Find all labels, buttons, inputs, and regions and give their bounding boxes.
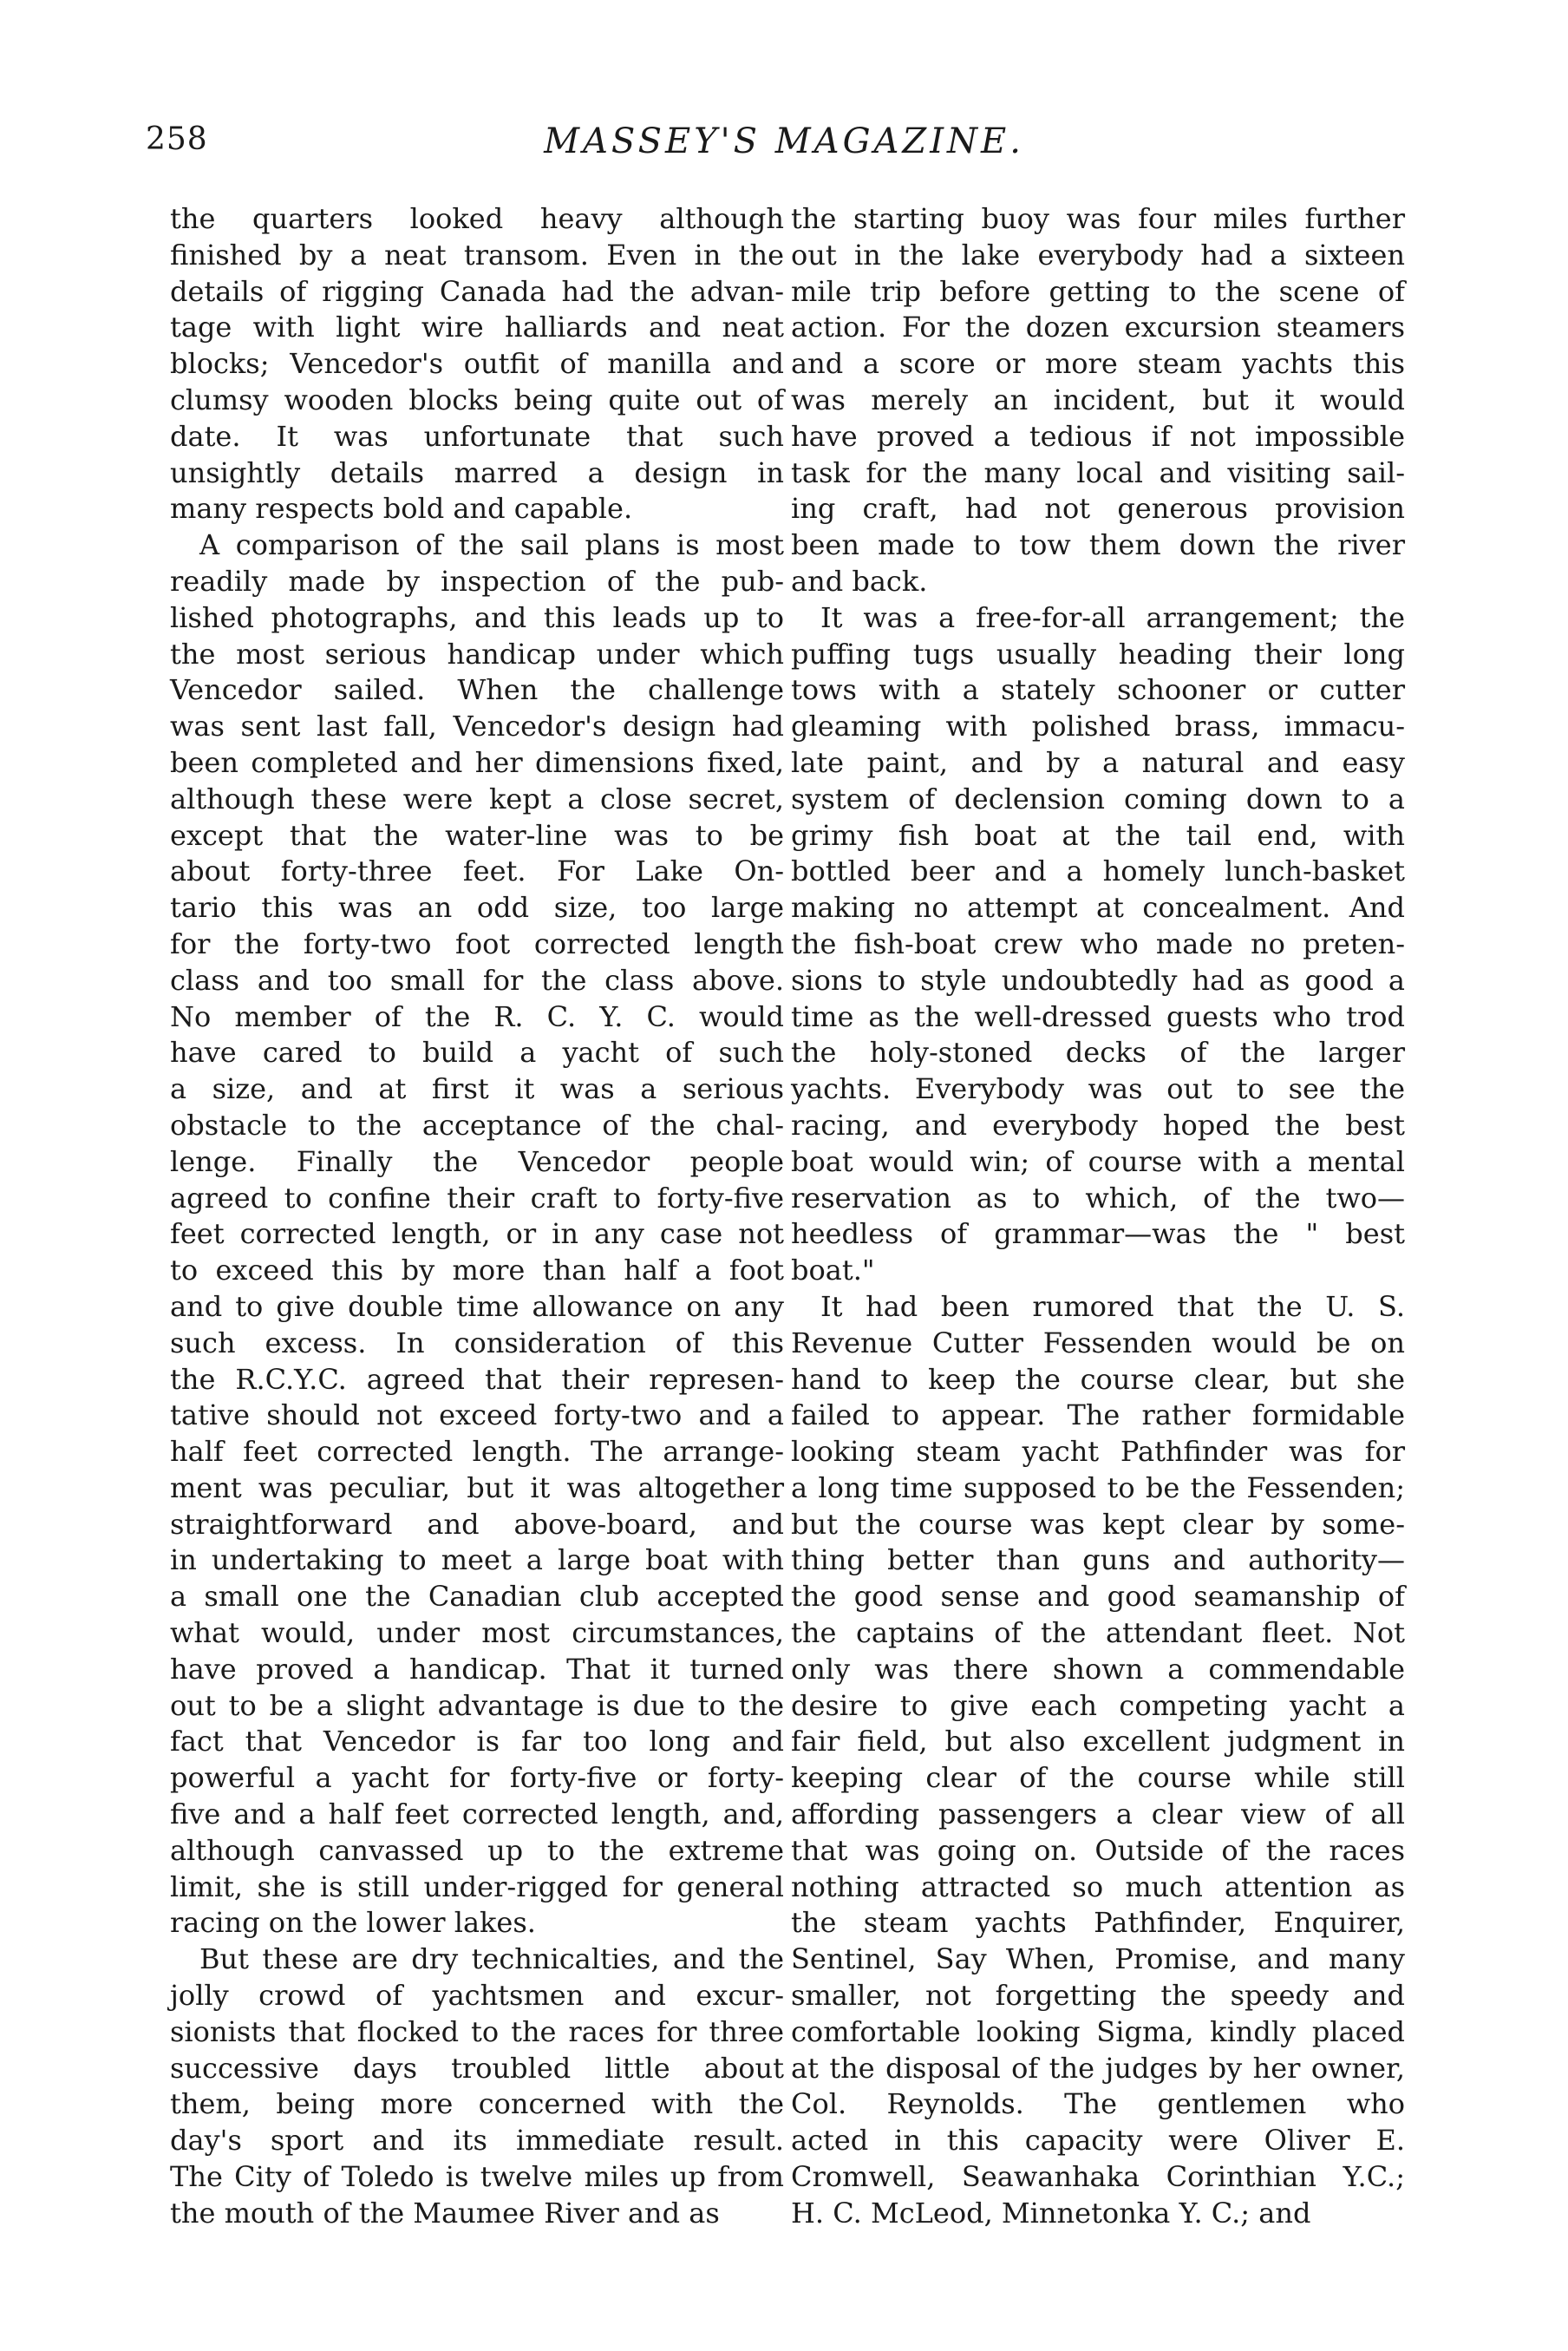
text-line: H. C. McLeod, Minnetonka Y. C.; and <box>791 2196 1311 2230</box>
text-line: about forty-three feet. For Lake On- <box>170 855 784 888</box>
paragraph <box>791 201 1405 600</box>
text-line: the starting buoy was four miles further <box>791 202 1405 235</box>
text-line: A comparison of the sail plans is most <box>199 528 784 562</box>
text-line: five and a half feet corrected length, and, <box>170 1798 784 1831</box>
text-line: limit, she is still under-rigged for general <box>170 1870 784 1903</box>
text-line: feet corrected length, or in any case not <box>170 1217 784 1251</box>
text-line: been made to tow them down the river <box>791 528 1405 562</box>
text-line: the mouth of the Maumee River and as <box>170 2196 720 2230</box>
text-line: tario this was an odd size, too large <box>170 891 784 925</box>
text-line: powerful a yacht for forty-five or forty- <box>170 1761 784 1795</box>
text-line: day's sport and its immediate result. <box>170 2124 784 2158</box>
text-line: But these are dry technicalties, and the <box>199 1942 784 1976</box>
running-title: MASSEY'S MAGAZINE. <box>544 121 1024 161</box>
text-line: to exceed this by more than half a foot <box>170 1254 784 1287</box>
paragraph <box>170 1942 784 2231</box>
text-line: details of rigging Canada had the advan- <box>170 274 784 308</box>
text-line: and to give double time allowance on any <box>170 1289 784 1323</box>
text-line: Col. Reynolds. The gentlemen who <box>791 2087 1405 2121</box>
text-line: desire to give each competing yacht a <box>791 1688 1405 1722</box>
text-line: lenge. Finally the Vencedor people <box>170 1144 784 1178</box>
left-column <box>170 201 784 2232</box>
text-line: tows with a stately schooner or cutter <box>791 673 1405 707</box>
text-line: a small one the Canadian club accepted <box>170 1580 784 1614</box>
text-line: a size, and at first it was a serious <box>170 1072 784 1106</box>
text-line: a long time supposed to be the Fessenden; <box>791 1470 1405 1504</box>
text-line: at the disposal of the judges by her owner, <box>791 2051 1405 2085</box>
text-line: looking steam yacht Pathfinder was for <box>791 1435 1405 1469</box>
text-line: hand to keep the course clear, but she <box>791 1362 1405 1396</box>
text-line: the captains of the attendant fleet. Not <box>791 1616 1405 1650</box>
text-line: class and too small for the class above. <box>170 963 784 997</box>
text-line: half feet corrected length. The arrange- <box>170 1435 784 1469</box>
text-line: racing on the lower lakes. <box>170 1906 536 1940</box>
text-line: Cromwell, Seawanhaka Corinthian Y.C.; <box>791 2160 1405 2194</box>
text-line: ment was peculiar, but it was altogether <box>170 1470 784 1504</box>
text-line: comfortable looking Sigma, kindly placed <box>791 2014 1405 2048</box>
page-header <box>0 121 1568 174</box>
text-line: for the forty-two foot corrected length <box>170 927 784 960</box>
text-line: out in the lake everybody had a sixteen <box>791 238 1405 272</box>
text-line: No member of the R. C. Y. C. would <box>170 999 784 1033</box>
text-line: the holy-stoned decks of the larger <box>791 1036 1405 1070</box>
text-line: blocks; Vencedor's outfit of manilla and <box>170 347 784 381</box>
text-line: failed to appear. The rather formidable <box>791 1398 1405 1432</box>
text-line: nothing attracted so much attention as <box>791 1870 1405 1903</box>
text-line: late paint, and by a natural and easy <box>791 745 1405 779</box>
text-line: boat." <box>791 1254 875 1287</box>
text-line: clumsy wooden blocks being quite out of <box>170 383 784 416</box>
text-line: fair field, but also excellent judgment in <box>791 1725 1405 1758</box>
paragraph <box>170 201 784 527</box>
text-line: gleaming with polished brass, immacu- <box>791 710 1405 743</box>
paragraph <box>791 600 1405 1289</box>
text-line: boat would win; of course with a mental <box>791 1144 1405 1178</box>
text-line: It had been rumored that the U. S. <box>820 1289 1405 1323</box>
text-line: keeping clear of the course while still <box>791 1761 1405 1795</box>
text-line: the fish-boat crew who made no preten- <box>791 927 1405 960</box>
text-line: task for the many local and visiting sail- <box>791 455 1405 489</box>
text-line: was sent last fall, Vencedor's design had <box>170 710 784 743</box>
text-line: sions to style undoubtedly had as good a <box>791 963 1405 997</box>
text-line: Revenue Cutter Fessenden would be on <box>791 1326 1405 1359</box>
text-line: puffing tugs usually heading their long <box>791 637 1405 671</box>
text-line: affording passengers a clear view of all <box>791 1798 1405 1831</box>
text-line: successive days troubled little about <box>170 2051 784 2085</box>
text-line: the most serious handicap under which <box>170 637 784 671</box>
text-line: although these were kept a close secret, <box>170 782 784 815</box>
text-line: except that the water-line was to be <box>170 818 784 852</box>
text-line: that was going on. Outside of the races <box>791 1833 1405 1867</box>
text-line: agreed to confine their craft to forty-five <box>170 1181 784 1215</box>
text-line: such excess. In consideration of this <box>170 1326 784 1359</box>
text-line: out to be a slight advantage is due to the <box>170 1688 784 1722</box>
text-line: acted in this capacity were Oliver E. <box>791 2124 1405 2158</box>
text-line: in undertaking to meet a large boat with <box>170 1543 784 1577</box>
text-line: fact that Vencedor is far too long and <box>170 1725 784 1758</box>
text-line: them, being more concerned with the <box>170 2087 784 2121</box>
text-line: system of declension coming down to a <box>791 782 1405 815</box>
text-line: what would, under most circumstances, <box>170 1616 784 1650</box>
text-line: mile trip before getting to the scene of <box>791 274 1405 308</box>
text-line: many respects bold and capable. <box>170 492 633 526</box>
text-line: grimy fish boat at the tail end, with <box>791 818 1405 852</box>
text-line: It was a free-for-all arrangement; the <box>820 600 1405 634</box>
text-line: reservation as to which, of the two— <box>791 1181 1405 1215</box>
text-line: obstacle to the acceptance of the chal- <box>170 1108 784 1142</box>
text-line: lished photographs, and this leads up to <box>170 600 784 634</box>
text-line: sionists that flocked to the races for three <box>170 2014 784 2048</box>
text-line: smaller, not forgetting the speedy and <box>791 1979 1405 2013</box>
text-line: yachts. Everybody was out to see the <box>791 1072 1405 1106</box>
text-line: the steam yachts Pathfinder, Enquirer, <box>791 1906 1405 1940</box>
text-line: but the course was kept clear by some- <box>791 1507 1405 1541</box>
text-line: tage with light wire halliards and neat <box>170 311 784 344</box>
text-line: heedless of grammar—was the " best <box>791 1217 1405 1251</box>
text-line: only was there shown a commendable <box>791 1652 1405 1686</box>
text-line: The City of Toledo is twelve miles up from <box>170 2160 784 2194</box>
text-line: readily made by inspection of the pub- <box>170 564 784 598</box>
text-line: jolly crowd of yachtsmen and excur- <box>170 1979 784 2013</box>
paragraph <box>791 1289 1405 2232</box>
text-line: Sentinel, Say When, Promise, and many <box>791 1942 1405 1976</box>
text-line: Vencedor sailed. When the challenge <box>170 673 784 707</box>
text-line: ing craft, had not generous provision <box>791 492 1405 526</box>
text-line: although canvassed up to the extreme <box>170 1833 784 1867</box>
text-line: tative should not exceed forty-two and a <box>170 1398 784 1432</box>
text-line: straightforward and above-board, and <box>170 1507 784 1541</box>
text-line: unsightly details marred a design in <box>170 455 784 489</box>
text-line: thing better than guns and authority— <box>791 1543 1405 1577</box>
paragraph <box>170 527 784 1942</box>
text-line: have proved a handicap. That it turned <box>170 1652 784 1686</box>
text-line: the quarters looked heavy although <box>170 202 784 235</box>
text-line: making no attempt at concealment. And <box>791 891 1405 925</box>
text-line: action. For the dozen excursion steamers <box>791 311 1405 344</box>
text-line: and a score or more steam yachts this <box>791 347 1405 381</box>
text-line: time as the well-dressed guests who trod <box>791 999 1405 1033</box>
text-line: and back. <box>791 564 928 598</box>
text-line: the R.C.Y.C. agreed that their represen- <box>170 1362 784 1396</box>
text-line: date. It was unfortunate that such <box>170 419 784 453</box>
text-line: bottled beer and a homely lunch-basket <box>791 855 1405 888</box>
text-line: the good sense and good seamanship of <box>791 1580 1405 1614</box>
text-line: been completed and her dimensions fixed, <box>170 745 784 779</box>
text-line: have proved a tedious if not impossible <box>791 419 1405 453</box>
text-line: finished by a neat transom. Even in the <box>170 238 784 272</box>
text-line: racing, and everybody hoped the best <box>791 1108 1405 1142</box>
page-number: 258 <box>146 121 208 157</box>
text-line: was merely an incident, but it would <box>791 383 1405 416</box>
right-column <box>791 201 1405 2232</box>
text-line: have cared to build a yacht of such <box>170 1036 784 1070</box>
